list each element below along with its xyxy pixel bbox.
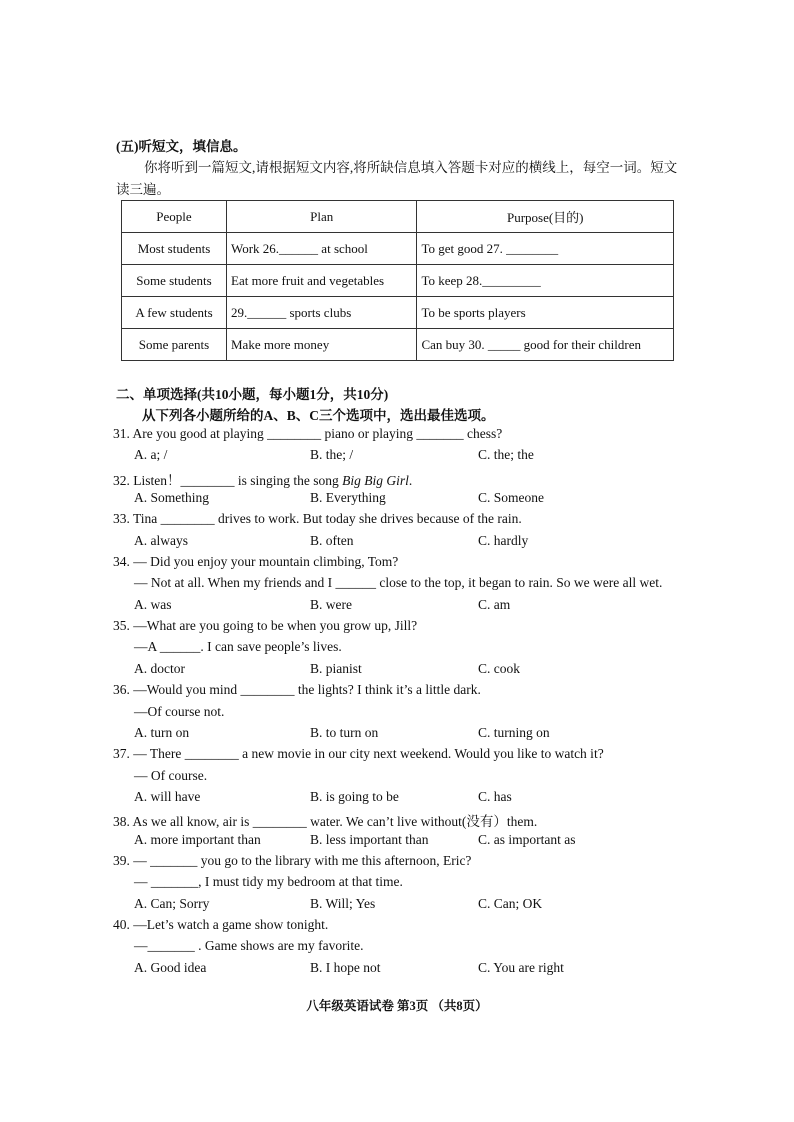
page-footer: 八年级英语试卷 第3页 （共8页） bbox=[306, 999, 488, 1013]
table-cell: To keep 28._________ bbox=[417, 265, 674, 297]
q32-song-title: Big Big Girl bbox=[342, 473, 409, 488]
question-35-stem: 35. —What are you going to be when you grow up, Jill? bbox=[113, 618, 418, 633]
question-34-stem: 34. — Did you enjoy your mountain climbing, Tom? bbox=[113, 554, 399, 569]
q40-option-b: B. I hope not bbox=[310, 960, 381, 975]
q34-option-b: B. were bbox=[310, 597, 352, 612]
table-cell: 29.______ sports clubs bbox=[227, 297, 417, 329]
q36-option-a: A. turn on bbox=[134, 725, 190, 740]
table-cell: Eat more fruit and vegetables bbox=[227, 265, 417, 297]
listening-info-table bbox=[121, 200, 674, 361]
table-row bbox=[122, 233, 674, 265]
question-38-stem: 38. As we all know, air is ________ water. We can’t live without(没有）them. bbox=[113, 814, 538, 829]
q32-stem-end: . bbox=[408, 473, 413, 488]
q36-option-c: C. turning on bbox=[478, 725, 550, 740]
q35-option-b: B. pianist bbox=[310, 661, 362, 676]
question-39-line2: — _______, I must tidy my bedroom at that time. bbox=[134, 874, 403, 889]
q38-option-c: C. as important as bbox=[478, 832, 576, 847]
q31-option-b: B. the; / bbox=[310, 447, 354, 462]
table-cell: Work 26.______ at school bbox=[227, 233, 417, 265]
q40-option-c: C. You are right bbox=[478, 960, 564, 975]
q37-option-b: B. is going to be bbox=[310, 789, 399, 804]
question-39-stem: 39. — _______ you go to the library with me this afternoon, Eric? bbox=[113, 853, 472, 868]
question-35-line2: —A ______. I can save people’s lives. bbox=[134, 639, 342, 654]
q36-option-b: B. to turn on bbox=[310, 725, 379, 740]
question-40-stem: 40. —Let’s watch a game show tonight. bbox=[113, 917, 329, 932]
header-people: People bbox=[122, 201, 227, 233]
question-32-stem bbox=[113, 469, 412, 489]
section-five-title: (五)听短文，填信息。 bbox=[116, 139, 247, 154]
question-31-stem: 31. Are you good at playing ________ piano or playing _______ chess? bbox=[113, 426, 503, 441]
table-cell: To get good 27. ________ bbox=[417, 233, 674, 265]
table-row bbox=[122, 297, 674, 329]
question-34-line2: — Not at all. When my friends and I ______ close to the top, it began to rain. So we were all wet. bbox=[134, 575, 663, 590]
q39-option-a: A. Can; Sorry bbox=[134, 896, 210, 911]
part-two-title: 二、单项选择(共10小题，每小题1分，共10分) bbox=[116, 387, 389, 402]
header-purpose: Purpose(目的) bbox=[417, 201, 674, 233]
table-cell: Make more money bbox=[227, 329, 417, 361]
q33-option-a: A. always bbox=[134, 533, 188, 548]
q32-stem-text: 32. Listen！________ is singing the song bbox=[113, 473, 343, 488]
q38-option-b: B. less important than bbox=[310, 832, 429, 847]
table-cell: Some students bbox=[122, 265, 227, 297]
question-36-line2: —Of course not. bbox=[134, 704, 225, 719]
question-37-stem: 37. — There ________ a new movie in our city next weekend. Would you like to watch it? bbox=[113, 746, 604, 761]
question-40-line2: —_______ . Game shows are my favorite. bbox=[134, 938, 364, 953]
q32-option-c: C. Someone bbox=[478, 490, 544, 505]
q31-option-a: A. a; / bbox=[134, 447, 168, 462]
table-cell: Most students bbox=[122, 233, 227, 265]
q33-option-b: B. often bbox=[310, 533, 354, 548]
q39-option-c: C. Can; OK bbox=[478, 896, 543, 911]
part-two-instruction: 从下列各小题所给的A、B、C三个选项中，选出最佳选项。 bbox=[142, 408, 495, 423]
q34-option-c: C. am bbox=[478, 597, 511, 612]
q33-option-c: C. hardly bbox=[478, 533, 529, 548]
q32-option-b: B. Everything bbox=[310, 490, 386, 505]
section-five-instruction: 你将听到一篇短文,请根据短文内容,将所缺信息填入答题卡对应的横线上，每空一词。短文读三遍。 bbox=[116, 160, 678, 197]
question-33-stem: 33. Tina ________ drives to work. But today she drives because of the rain. bbox=[113, 511, 522, 526]
q34-option-a: A. was bbox=[134, 597, 172, 612]
q37-option-a: A. will have bbox=[134, 789, 201, 804]
q38-option-a: A. more important than bbox=[134, 832, 261, 847]
q37-option-c: C. has bbox=[478, 789, 512, 804]
q39-option-b: B. Will; Yes bbox=[310, 896, 376, 911]
q31-option-c: C. the; the bbox=[478, 447, 534, 462]
q40-option-a: A. Good idea bbox=[134, 960, 207, 975]
q35-option-a: A. doctor bbox=[134, 661, 185, 676]
table-row bbox=[122, 265, 674, 297]
table-cell: A few students bbox=[122, 297, 227, 329]
q32-option-a: A. Something bbox=[134, 490, 210, 505]
table-row bbox=[122, 329, 674, 361]
question-37-line2: — Of course. bbox=[134, 768, 208, 783]
table-cell: To be sports players bbox=[417, 297, 674, 329]
table-cell: Some parents bbox=[122, 329, 227, 361]
question-36-stem: 36. —Would you mind ________ the lights? I think it’s a little dark. bbox=[113, 682, 481, 697]
table-header-row bbox=[122, 201, 674, 233]
table-cell: Can buy 30. _____ good for their children bbox=[417, 329, 674, 361]
header-plan: Plan bbox=[227, 201, 417, 233]
q35-option-c: C. cook bbox=[478, 661, 520, 676]
